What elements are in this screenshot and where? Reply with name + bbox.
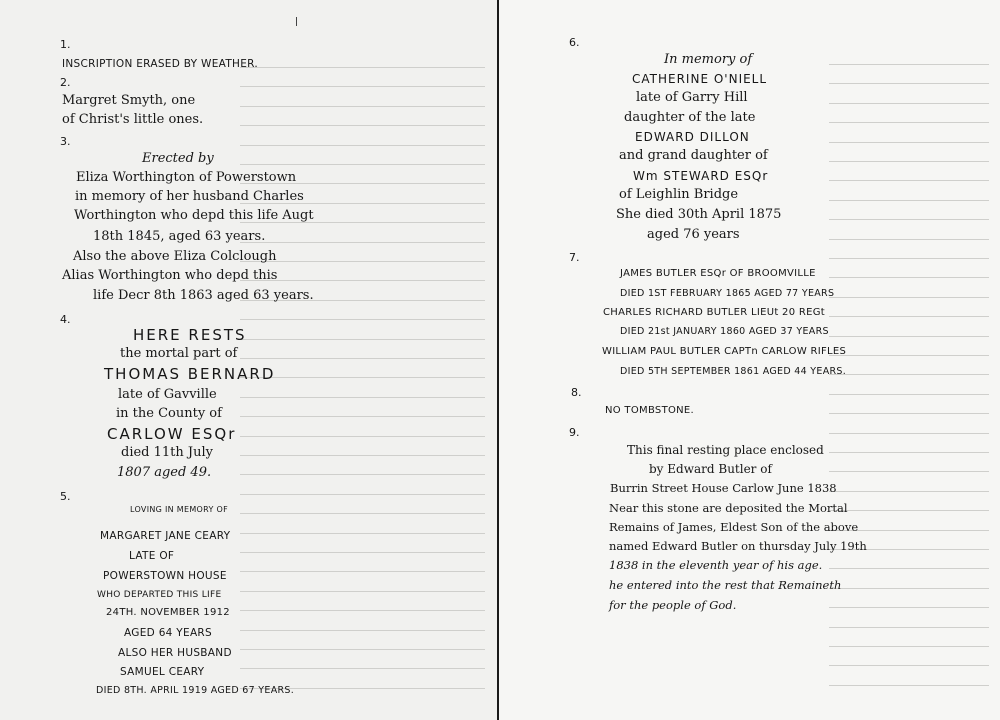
- ruled-line: [829, 277, 989, 278]
- inscription-line: aged 76 years: [647, 227, 740, 242]
- inscription-line: WHO DEPARTED THIS LIFE: [97, 590, 222, 600]
- inscription-line: 1838 in the eleventh year of his age.: [609, 558, 823, 572]
- inscription-line: CATHERINE O'NIELL: [632, 72, 768, 86]
- ruled-line: [240, 552, 485, 553]
- inscription-line: MARGARET JANE CEARY: [100, 530, 231, 542]
- inscription-line: LATE OF: [129, 550, 175, 562]
- ruled-line: [829, 568, 989, 569]
- inscription-line: In memory of: [664, 52, 753, 67]
- inscription-line: Eliza Worthington of Powerstown: [76, 170, 297, 185]
- ruled-line: [829, 316, 989, 317]
- ruled-line: [240, 242, 485, 243]
- inscription-line: Erected by: [142, 151, 214, 166]
- inscription-line: She died 30th April 1875: [616, 207, 782, 222]
- inscription-line: CARLOW ESQr: [107, 425, 237, 443]
- ruled-line: [240, 474, 485, 475]
- inscription-line: EDWARD DILLON: [635, 130, 750, 144]
- ruled-line: [829, 413, 989, 414]
- ruled-line: [240, 261, 485, 262]
- ruled-line: [829, 665, 989, 666]
- ruled-line: [240, 455, 485, 456]
- ruled-line: [829, 239, 989, 240]
- ruled-line: [829, 103, 989, 104]
- ruled-line: [829, 355, 989, 356]
- ruled-line: [829, 374, 989, 375]
- inscription-line: 1807 aged 49.: [117, 465, 212, 480]
- entry-number: 1.: [60, 38, 71, 51]
- ruled-line: [829, 336, 989, 337]
- inscription-line: for the people of God.: [609, 598, 737, 612]
- ruled-line: [240, 416, 485, 417]
- entry-number: 2.: [60, 76, 71, 89]
- entry-number: 5.: [60, 490, 71, 503]
- ruled-line: [240, 106, 485, 107]
- ruled-line: [829, 122, 989, 123]
- ruled-line: [240, 571, 485, 572]
- ruled-line: [829, 646, 989, 647]
- inscription-line: Also the above Eliza Colclough: [73, 249, 277, 264]
- ruled-line: [240, 591, 485, 592]
- inscription-line: LOVING IN MEMORY OF: [130, 505, 229, 514]
- inscription-line: and grand daughter of: [619, 148, 768, 163]
- inscription-line: Remains of James, Eldest Son of the above: [609, 520, 859, 534]
- ruled-line: [829, 258, 989, 259]
- pencil-mark: [296, 17, 297, 26]
- ruled-line: [240, 358, 485, 359]
- ruled-line: [829, 200, 989, 201]
- inscription-line: daughter of the late: [624, 110, 756, 125]
- ruled-line: [829, 161, 989, 162]
- ruled-line: [240, 377, 485, 378]
- entry-number: 6.: [569, 36, 580, 49]
- ruled-line: [240, 513, 485, 514]
- ruled-line: [829, 219, 989, 220]
- ruled-line: [829, 685, 989, 686]
- inscription-line: DIED 8TH. APRIL 1919 AGED 67 YEARS.: [96, 685, 295, 696]
- inscription-line: the mortal part of: [120, 346, 238, 361]
- inscription-line: NO TOMBSTONE.: [605, 405, 695, 416]
- ruled-line: [829, 491, 989, 492]
- inscription-line: CHARLES RICHARD BUTLER LIEUt 20 REGt: [603, 307, 825, 318]
- inscription-line: of Leighlin Bridge: [619, 187, 739, 202]
- ruled-line: [240, 145, 485, 146]
- inscription-line: WILLIAM PAUL BUTLER CAPTn CARLOW RIFLES: [602, 346, 847, 357]
- right-page: [499, 0, 1000, 720]
- ruled-line: [829, 452, 989, 453]
- ruled-line: [240, 610, 485, 611]
- ruled-line: [240, 668, 485, 669]
- ruled-line: [829, 433, 989, 434]
- ruled-line: [240, 86, 485, 87]
- ruled-line: [829, 627, 989, 628]
- inscription-line: life Decr 8th 1863 aged 63 years.: [93, 288, 314, 303]
- inscription-line: Wm STEWARD ESQr: [633, 169, 769, 183]
- ruled-line: [829, 607, 989, 608]
- inscription-line: DIED 5TH SEPTEMBER 1861 AGED 44 YEARS.: [620, 366, 847, 377]
- inscription-line: HERE RESTS: [133, 326, 247, 344]
- ruled-line: [829, 394, 989, 395]
- inscription-line: ALSO HER HUSBAND: [118, 647, 232, 659]
- inscription-line: 18th 1845, aged 63 years.: [93, 229, 266, 244]
- ruled-line: [240, 339, 485, 340]
- inscription-line: POWERSTOWN HOUSE: [103, 570, 227, 582]
- inscription-line: AGED 64 YEARS: [124, 627, 212, 639]
- inscription-line: SAMUEL CEARY: [120, 666, 205, 678]
- ruled-line: [829, 180, 989, 181]
- ruled-line: [240, 649, 485, 650]
- entry-number: 7.: [569, 251, 580, 264]
- ruled-line: [829, 64, 989, 65]
- inscription-line: JAMES BUTLER ESQr OF BROOMVILLE: [620, 268, 816, 279]
- inscription-line: THOMAS BERNARD: [104, 365, 276, 383]
- ruled-line: [240, 630, 485, 631]
- ruled-line: [240, 67, 485, 68]
- inscription-line: died 11th July: [121, 445, 213, 460]
- inscription-line: 24TH. NOVEMBER 1912: [106, 607, 230, 618]
- ruled-line: [829, 142, 989, 143]
- inscription-line: in memory of her husband Charles: [75, 189, 304, 204]
- ruled-line: [240, 397, 485, 398]
- inscription-line: of Christ's little ones.: [62, 112, 204, 127]
- inscription-line: Burrin Street House Carlow June 1838: [610, 481, 837, 495]
- inscription-line: Worthington who depd this life Augt: [74, 208, 314, 223]
- ruled-line: [240, 436, 485, 437]
- ruled-line: [829, 588, 989, 589]
- inscription-line: Margret Smyth, one: [62, 93, 196, 108]
- entry-number: 4.: [60, 313, 71, 326]
- ruled-line: [829, 510, 989, 511]
- ruled-line: [829, 297, 989, 298]
- ruled-line: [240, 319, 485, 320]
- inscription-line: late of Gavville: [118, 387, 217, 402]
- inscription-line: Alias Worthington who depd this: [62, 268, 278, 283]
- inscription-line: by Edward Butler of: [649, 462, 772, 476]
- inscription-line: late of Garry Hill: [636, 90, 748, 105]
- ruled-line: [829, 83, 989, 84]
- ruled-line: [829, 471, 989, 472]
- inscription-line: DIED 1ST FEBRUARY 1865 AGED 77 YEARS: [620, 288, 835, 299]
- entry-number: 9.: [569, 426, 580, 439]
- entry-number: 3.: [60, 135, 71, 148]
- ruled-line: [240, 164, 485, 165]
- inscription-line: INSCRIPTION ERASED BY WEATHER.: [62, 58, 259, 70]
- inscription-line: he entered into the rest that Remaineth: [609, 578, 842, 592]
- inscription-line: This final resting place enclosed: [627, 443, 824, 457]
- ruled-line: [240, 494, 485, 495]
- inscription-line: Near this stone are deposited the Mortal: [609, 501, 848, 515]
- inscription-line: named Edward Butler on thursday July 19th: [609, 539, 867, 553]
- entry-number: 8.: [571, 386, 582, 399]
- inscription-line: in the County of: [116, 406, 222, 421]
- ruled-line: [240, 533, 485, 534]
- left-page: [0, 0, 497, 720]
- inscription-line: DIED 21st JANUARY 1860 AGED 37 YEARS: [620, 326, 829, 337]
- ruled-line: [240, 125, 485, 126]
